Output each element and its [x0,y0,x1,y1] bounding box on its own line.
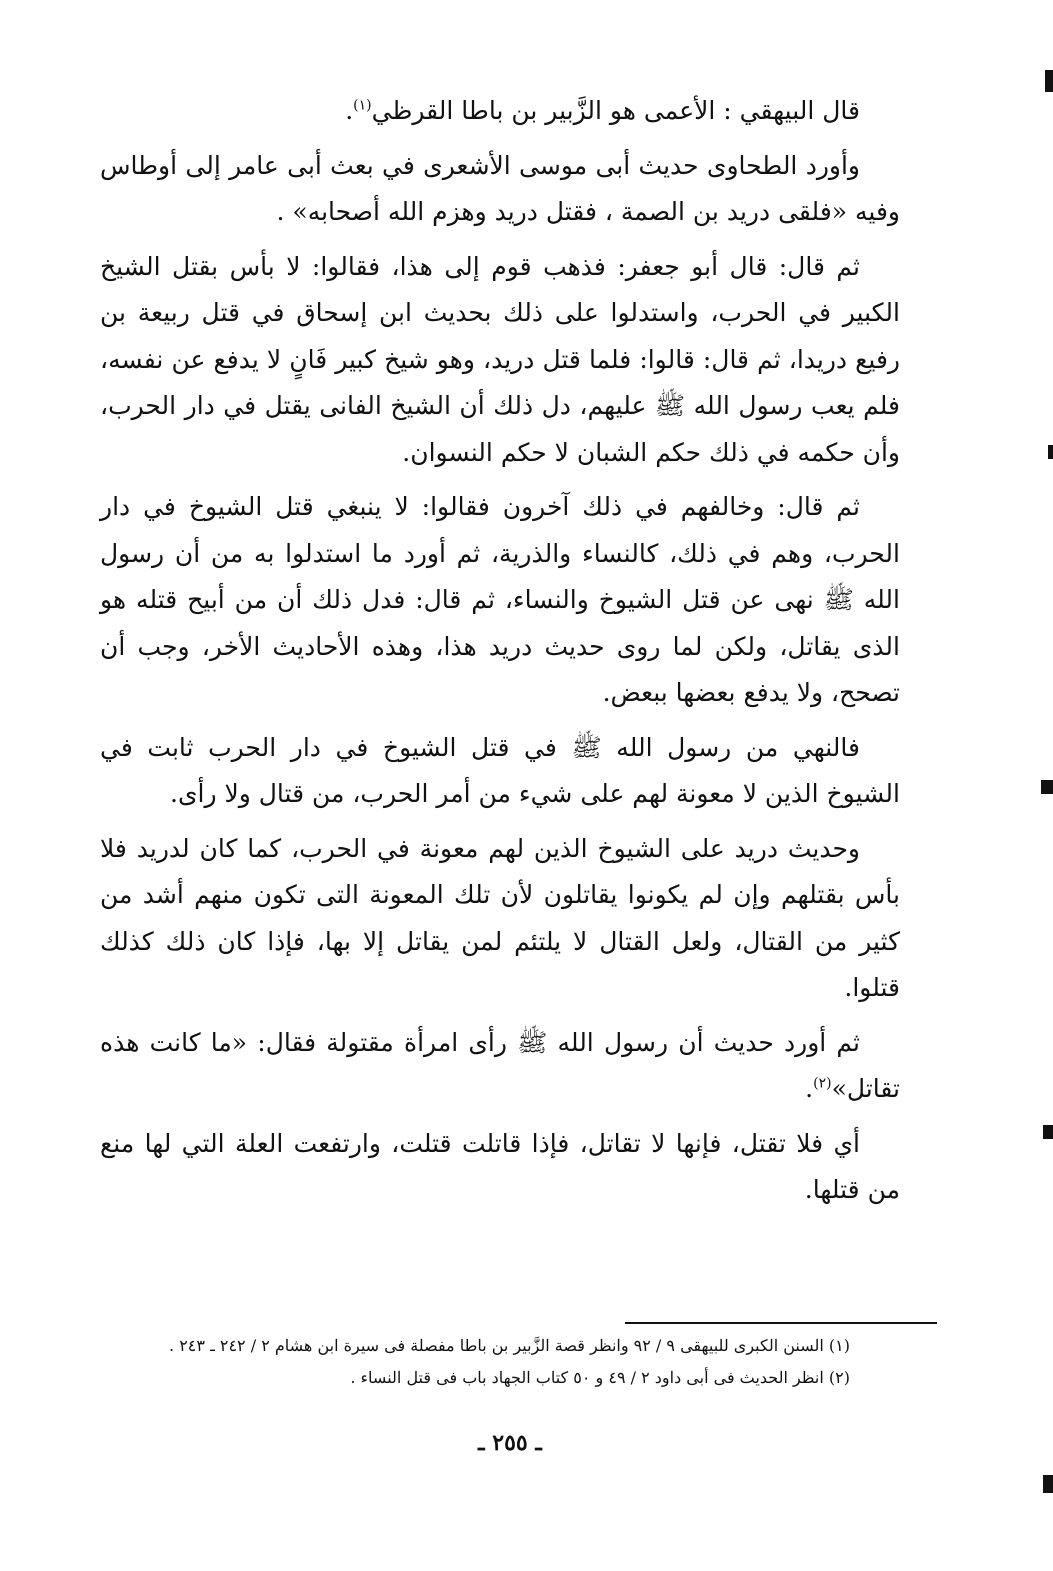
paragraph-1-text: قال البيهقي : الأعمى هو الزَّبير بن باطا القرظي [371,96,860,125]
paragraph-7-end: . [805,1074,814,1103]
footnote-ref-1: (١) [353,97,372,114]
paragraph-8: أي فلا تقتل، فإنها لا تقاتل، فإذا قاتلت قتلت، وارتفعت العلة التي لها منع من قتلها. [100,1128,900,1204]
scan-edge-mark [1043,1125,1053,1139]
scan-edge-mark [1043,1475,1053,1493]
footnote-separator [625,1322,937,1324]
paragraph-7 [100,1020,900,1113]
scan-edge-mark [1041,780,1053,794]
paragraph-6: وحديث دريد على الشيوخ الذين لهم معونة في الحرب، كما كان لدريد فلا بأس بقتلهم وإن لم يكونوا يقاتلون لأن تلك المعونة التى تكون منهم أشد من كثير من القتال، ولعل القتال لا يلتئم لمن يقاتل إلا بها، فإذا كان ذلك كذلك قتلوا. [100,833,900,1002]
footnotes [169,1330,850,1394]
paragraph-1-end: . [345,96,354,125]
page-number: ـ ٢٥٥ ـ [478,1430,542,1456]
footnote-2: (٢) انظر الحديث فى أبى داود ٢ / ٤٩ و ٥٠ كتاب الجهاد باب فى قتل النساء . [350,1368,850,1387]
scan-edge-mark [1045,70,1053,92]
paragraph-4: ثم قال: وخالفهم في ذلك آخرون فقالوا: لا ينبغي قتل الشيوخ في دار الحرب، وهم في ذلك، كالنساء والذرية، ثم أورد ما استدلوا به من أن رسول الله ﷺ نهى عن قتل الشيوخ والنساء، ثم قال: فدل ذلك أن من أبيح قتله هو الذى يقاتل، ولكن لما روى حديث دريد هذا، وهذه الأحاديث الأخر، وجب أن تصحح، ولا يدفع بعضها ببعض. [100,492,900,707]
scan-edge-mark [1048,445,1053,459]
footnote-ref-2: (٢) [813,1075,832,1092]
footnote-1: (١) السنن الكبرى للبيهقى ٩ / ٩٢ وانظر قصة الزَّبير بن باطا مفصلة فى سيرة ابن هشام ٢ / ٢٤٢ ـ ٢٤٣ . [169,1336,850,1355]
paragraph-2: وأورد الطحاوى حديث أبى موسى الأشعرى في بعث أبى عامر إلى أوطاس وفيه «فلقى دريد بن الصمة ، فقتل دريد وهزم الله أصحابه» . [100,150,900,226]
paragraph-5: فالنهي من رسول الله ﷺ في قتل الشيوخ في دار الحرب ثابت في الشيوخ الذين لا معونة لهم على شيء من أمر الحرب، من قتال ولا رأى. [100,732,900,808]
paragraph-1 [100,88,900,135]
paragraph-7-text: ثم أورد حديث أن رسول الله ﷺ رأى امرأة مقتولة فقال: «ما كانت هذه تقاتل» [100,1027,900,1103]
paragraph-3: ثم قال: قال أبو جعفر: فذهب قوم إلى هذا، فقالوا: لا بأس بقتل الشيخ الكبير في الحرب، واستدلوا على ذلك بحديث ابن إسحاق في قتل ربيعة بن رفيع دريدا، ثم قال: قالوا: فلما قتل دريد، وهو شيخ كبير فَانٍ لا يدفع عن نفسه، فلم يعب رسول الله ﷺ عليهم، دل ذلك أن الشيخ الفانى يقتل في دار الحرب، وأن حكمه في ذلك حكم الشبان لا حكم النسوان. [100,251,900,467]
main-text [100,88,900,1222]
